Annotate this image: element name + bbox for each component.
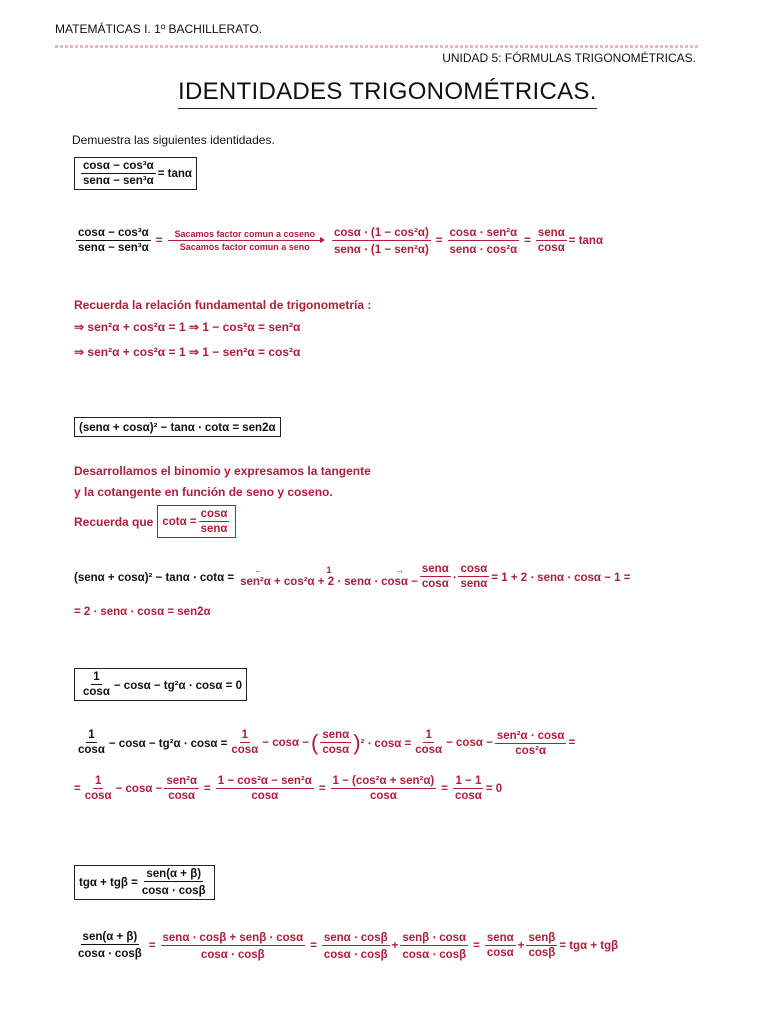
ex2-note1: Desarrollamos el binomio y expresamos la tangente — [74, 464, 371, 478]
ex1-arrow-line — [168, 240, 321, 241]
ex2-overset — [240, 565, 418, 588]
ex4-box-num: sen(α + β) — [146, 868, 202, 880]
ex3-l2-c-den: cosα — [168, 790, 196, 802]
ex2-f2-den: senα — [460, 578, 488, 590]
ex2-derivation-line1: (senα + cosα)² − tanα ⋅ cotα = ← 1 → sen²α + cos²α + 2 ⋅ senα ⋅ cosα − $\frac{\text{senα}}{\cos\alpha}$ ⋅ $\frac{\cos\alpha}{\text{senα}}$ = 1 + 2 ⋅ senα ⋅ cosα − 1 = — [74, 563, 631, 590]
ex3-derivation-line2: = $\frac{1}{\cos\alpha}$ − cosα − $\frac{\text{sen²α}}{\cos\alpha}$ = $\frac{\text{1 − cos²α − sen²α}}{\cos\alpha}$ = $\frac{\text{1 − (cos²α + sen²α)}}{\cos\alpha}$ = $\frac{1 - 1}{\cos\alpha}$ = 0 — [74, 775, 503, 802]
ex1-result: = tanα — [568, 234, 604, 247]
ex3-l1-c: ² ⋅ cosα = — [360, 737, 412, 750]
ex4-a-num: sen(α + β) — [82, 931, 138, 943]
ex3-l1-a-den: cosα — [231, 744, 259, 756]
ex3-l1-b: − cosα − — [262, 736, 309, 749]
ex3-l2-d-den: cosα — [251, 790, 279, 802]
ex2-l2: = 2 ⋅ senα ⋅ cosα = sen2α — [74, 606, 211, 618]
header-divider — [55, 45, 698, 48]
ex1-arrow-bot: Sacamos factor comun a seno — [179, 242, 310, 252]
ex3-l1-p-num: senα — [322, 729, 350, 741]
ex1-note-line1: ⇒ sen²α + cos²α = 1 ⇒ 1 − cos²α = sen²α — [74, 320, 301, 334]
ex1-note-line2: ⇒ sen²α + cos²α = 1 ⇒ 1 − sen²α = cos²α — [74, 345, 301, 359]
ex1-s3-den: cosα — [537, 242, 565, 254]
ex3-derivation-line1: $\frac{1}{\cos\alpha}$ − cosα − tg²α ⋅ cosα = $\frac{1}{\cos\alpha}$ − cosα − ( $\frac{\text{senα}}{\cos\alpha}$ ) ² ⋅ cosα = $\frac{1}{\cos\alpha}$ − cosα − $\frac{\text{sen²α ⋅ cosα}}{\text{cos²α}}$ = — [78, 729, 576, 757]
intro-text: Demuestra las siguientes identidades. — [72, 133, 275, 147]
ex4-e-num: senα — [486, 932, 514, 944]
ex1-d-den: senα − sen³α — [78, 242, 149, 254]
ex2-f1-den: cosα — [421, 578, 449, 590]
ex3-l2-e-den: cosα — [369, 790, 397, 802]
ex3-l1-f-den: cos²α — [515, 745, 547, 757]
page-title: IDENTIDADES TRIGONOMÉTRICAS. — [178, 78, 597, 109]
ex4-c-den: cosα ⋅ cosβ — [323, 949, 388, 961]
ex1-s2-den: senα ⋅ cos²α — [449, 244, 518, 256]
ex3-l2-f-den: cosα — [454, 790, 482, 802]
ex4-statement-box — [74, 865, 215, 900]
ex4-derivation: $\frac{\text{sen(α + β)}}{\cos\alpha \cdot \cos\beta}$ = $\frac{\text{senα ⋅ cosβ + senβ ⋅ cosα}}{\cos\alpha \cdot \cos\beta}$ = $\frac{\text{senα ⋅ cosβ}}{\cos\alpha \cdot \cos\beta}$ + $\frac{\text{senβ ⋅ cosα}}{\cos\alpha \cdot \cos\beta}$ = $\frac{\text{senα}}{\cos\alpha}$ + $\frac{\text{senβ}}{\cos\beta}$ = tgα + tgβ — [78, 931, 619, 961]
ex2-l1-end: = 1 + 2 ⋅ senα ⋅ cosα − 1 = — [491, 571, 631, 584]
ex1-arrow-top: Sacamos factor comun a coseno — [174, 229, 315, 239]
ex2-cot-lhs: cotα = — [162, 515, 197, 528]
ex2-statement-box — [74, 417, 281, 437]
ex2-cot-box — [157, 505, 236, 538]
ex1-d-num: cosα − cos³α — [78, 227, 149, 239]
ex3-box-den: cosα — [83, 686, 110, 698]
ex2-cot-den: senα — [200, 523, 228, 535]
ex1-derivation: $\frac{\text{cosα − cos³α}}{\text{senα − sen³α}}$ = Sacamos factor comun a coseno Sacamos factor comun a seno $\frac{\text{cosα ⋅ (1 − cos²α)}}{\text{senα ⋅ (1 − sen²α)}}$ = $\frac{\text{cosα ⋅ sen²α}}{\text{senα ⋅ cos²α}}$ = $\frac{\text{senα}}{\cos\alpha}$ = tanα — [78, 227, 604, 256]
ex4-b-den: cosα ⋅ cosβ — [200, 949, 265, 961]
ex4-f-den: cosβ — [528, 947, 556, 959]
ex2-l1-lhs: (senα + cosα)² − tanα ⋅ cotα = — [74, 571, 235, 584]
ex4-e-den: cosα — [486, 947, 514, 959]
ex2-box-text: (senα + cosα)² − tanα ⋅ cotα = sen2α — [79, 422, 276, 434]
ex1-s2-num: cosα ⋅ sen²α — [449, 227, 518, 239]
ex3-l1-e: − cosα − — [446, 736, 493, 749]
ex2-over-right: → — [394, 565, 404, 575]
ex2-recuerda-label: Recuerda que — [74, 514, 154, 529]
ex4-b-num: senα ⋅ cosβ + senβ ⋅ cosα — [162, 932, 304, 944]
ex3-box-rest: − cosα − tg²α ⋅ cosα = 0 — [113, 679, 242, 692]
ex4-d-num: senβ ⋅ cosα — [402, 932, 467, 944]
ex2-f2-num: cosα — [460, 563, 488, 575]
ex3-statement-box — [74, 668, 247, 701]
ex1-s1-num: cosα ⋅ (1 − cos²α) — [333, 227, 429, 239]
ex3-l1-d-den: cosα — [415, 744, 443, 756]
ex3-l1-lhs-rest: − cosα − tg²α ⋅ cosα = — [108, 737, 228, 750]
ex1-s3-num: senα — [537, 227, 565, 239]
ex2-cot-num: cosα — [200, 508, 228, 520]
ex4-c-num: senα ⋅ cosβ — [323, 932, 388, 944]
ex3-l2-b: − cosα − — [115, 782, 163, 795]
ex3-l1-p-den: cosα — [322, 744, 350, 756]
ex1-box-den: senα − sen³α — [83, 175, 154, 187]
ex3-l1-d-num: 1 — [425, 729, 432, 741]
ex4-box-den: cosα ⋅ cosβ — [141, 885, 206, 897]
header-unit: UNIDAD 5: FÓRMULAS TRIGONOMÉTRICAS. — [442, 51, 696, 65]
ex3-l1-f-num: sen²α ⋅ cosα — [496, 730, 565, 742]
ex3-l2-f-num: 1 − 1 — [455, 775, 482, 787]
ex3-l1-end: = — [568, 736, 576, 749]
ex3-l2-start: = — [74, 782, 81, 795]
ex2-l1-mid1: sen²α + cos²α + 2 ⋅ senα ⋅ cosα − — [240, 576, 418, 588]
ex3-l1-a-num: 1 — [241, 729, 249, 741]
ex4-box-lhs: tgα + tgβ = — [79, 876, 138, 889]
ex3-l1-lhs-den: cosα — [78, 744, 105, 756]
ex3-l1-lhs-num: 1 — [88, 729, 95, 741]
ex2-note2: y la cotangente en función de seno y coseno. — [74, 485, 333, 499]
ex1-box-rhs: = tanα — [157, 167, 192, 180]
ex4-a-den: cosα ⋅ cosβ — [78, 948, 142, 960]
ex2-recuerda — [74, 505, 236, 538]
header-subject: MATEMÁTICAS I. 1º BACHILLERATO. — [55, 22, 263, 36]
ex3-box-num: 1 — [93, 671, 100, 683]
ex4-end: = tgα + tgβ — [559, 939, 619, 952]
ex3-l2-a-num: 1 — [94, 775, 102, 787]
ex2-derivation-line2 — [74, 604, 211, 618]
ex4-f-num: senβ — [528, 932, 556, 944]
ex4-d-den: cosα ⋅ cosβ — [402, 949, 467, 961]
ex2-over-mid: 1 — [326, 565, 332, 575]
ex3-l2-e-num: 1 − (cos²α + sen²α) — [332, 775, 435, 787]
ex3-l2-c-num: sen²α — [166, 775, 198, 787]
ex1-note-title: Recuerda la relación fundamental de trigonometría : — [74, 298, 372, 312]
ex1-s1-den: senα ⋅ (1 − sen²α) — [333, 244, 429, 256]
ex3-l2-d-num: 1 − cos²α − sen²α — [217, 775, 312, 787]
ex3-l2-a-den: cosα — [84, 790, 112, 802]
ex1-statement-box — [74, 157, 197, 190]
ex3-l2-end: = 0 — [485, 782, 503, 795]
ex1-box-num: cosα − cos³α — [83, 160, 154, 172]
ex2-over-left: ← — [253, 565, 263, 575]
ex2-f1-num: senα — [421, 563, 449, 575]
